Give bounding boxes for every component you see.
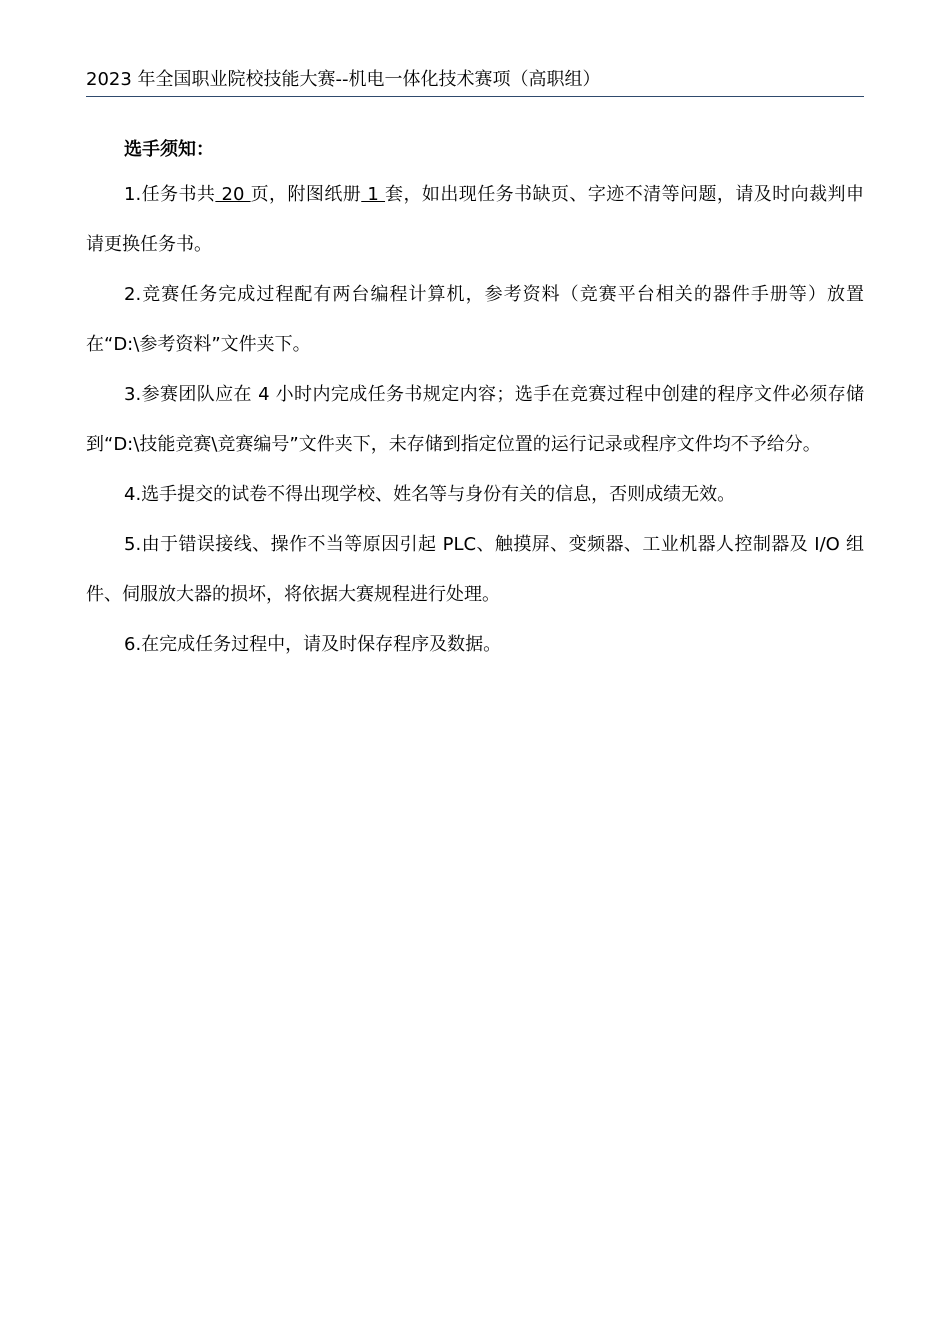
notice-item-3: 3.参赛团队应在 4 小时内完成任务书规定内容；选手在竞赛过程中创建的程序文件必须存储到“D:\技能竞赛\竞赛编号”文件夹下，未存储到指定位置的运行记录或程序文件均不予给分。 — [86, 384, 864, 455]
notice-section — [86, 130, 864, 670]
item1-middle: 页，附图纸册 — [250, 184, 362, 205]
set-count: 1 — [361, 184, 386, 205]
page-header — [86, 68, 864, 97]
notice-item-6: 6.在完成任务过程中，请及时保存程序及数据。 — [124, 634, 502, 655]
notice-item-5: 5.由于错误接线、操作不当等原因引起 PLC、触摸屏、变频器、工业机器人控制器及 I/O 组件、伺服放大器的损坏，将依据大赛规程进行处理。 — [86, 534, 864, 605]
notice-item-1 — [86, 170, 864, 270]
page-count: 20 — [215, 184, 251, 205]
item1-prefix: 1.任务书共 — [124, 184, 216, 205]
notice-item-2: 2.竞赛任务完成过程配有两台编程计算机，参考资料（竞赛平台相关的器件手册等）放置在“D:\参考资料”文件夹下。 — [86, 284, 864, 355]
notice-item-4: 4.选手提交的试卷不得出现学校、姓名等与身份有关的信息，否则成绩无效。 — [124, 484, 736, 505]
notice-heading: 选手须知： — [124, 139, 214, 160]
item1-suffix: 套，如出现任务书缺页、字迹不清等问题，请及时向裁判申请更换任务书。 — [86, 184, 864, 255]
header-title: 2023 年全国职业院校技能大赛--机电一体化技术赛项（高职组） — [86, 69, 601, 90]
